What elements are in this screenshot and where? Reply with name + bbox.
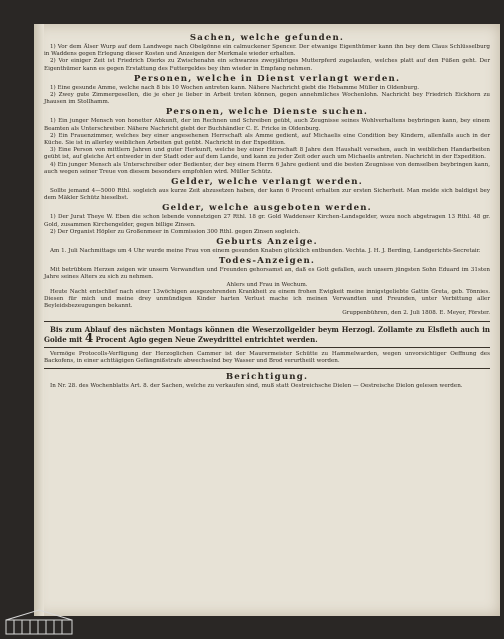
heading-births: Geburts Anzeige. [216, 237, 318, 248]
heading-persons-wanted: Personen, welche in Dienst verlangt werden. [133, 73, 401, 84]
heading-correction: Berichtigung. [225, 372, 309, 383]
deaths-item-2-signature: Gruppenbühren, den 2. Juli 1808. E. Meyer, Förster. [342, 310, 490, 317]
service-item-1: 1) Ein junger Mensch von honetter Abkunft, der im Rechnen und Schreiben geübt, auch Zeugnisse seines Wohlverhaltens beybringen kann, bey einem Beamten als Unterschreiber. Nähere Nachricht giebt der Buchhändler C. E. Fricke in Oldenburg. [44, 118, 490, 132]
heading-deaths: Todes-Anzeigen. [218, 256, 316, 267]
persons-item-2: 2) Zwey gute Zimmergesellen, die je eher je lieber in Arbeit treten können, gegen annehmliches Wochenlohn. Nachricht bey Friedrich Eickhorn zu Jhausen im Stollhamm. [44, 92, 490, 106]
found-item-1: 1) Vor dem Älser Wurp auf dem Landwege nach Obelgönne ein calmuckener Spencer. Der etwanige Eigenthümer kann ihn bey dem Claus Schlüsselburg in Waddens gegen Erlegung dieser Kosten und Anzeigen der Merkmale wieder erhalten. [44, 44, 490, 58]
correction-item-1: In Nr. 28. des Wochenblatts Art. 8. der Sachen, welche zu verkaufen sind, muß statt Oestreichsche Dielen — Oestreische Dielon gelesen werden. [50, 383, 463, 390]
persons-item-1: 1) Eine gesunde Amme, welche nach 8 bis 10 Wochen antreten kann. Nähere Nachricht giebt die Hebamme Müller in Oldenburg. [50, 84, 419, 91]
money-offered-item-2: 2) Der Organist Höpler zu Großenmeer in Commission 300 Rthl. gegen Zinsen sogleich. [50, 228, 301, 235]
divider-rule [44, 347, 490, 348]
heading-found: Sachen, welche gefunden. [189, 33, 345, 43]
notice-weserzoll-part-b: Procent Agio gegen Neue Zweydrittel entrichtet werden. [95, 334, 318, 344]
money-wanted-item-1: Sollte jemand 4—5000 Rthl. sogleich aus kurze Zeit abzusetzen haben, der kann 6 Procent erhalten zur ersten Sicherheit. Man melde sich baldigst bey dem Mäkler Schütz hieselbst. [44, 188, 490, 202]
money-offered-item-1: 1) Der Jurat Theye W. Eben die schon lebende vonnetzigen 27 Rthl. 18 gr. Gold Waddenser Kirchen-Landsgelder, wozu noch abgetragen 13 Rthl. 48 gr. Gold, zusammen Kirchengelder, gegen billige Zinsen. [44, 214, 490, 228]
births-item-1: Am 1. Juli Nachmittags um 4 Uhr wurde meine Frau von einem gesunden Knaben glücklich entbunden. Vechta. J. H. J. Berding, Landgerichts-Secretair. [50, 248, 481, 255]
heading-money-offered: Gelder, welche ausgeboten werden. [162, 203, 372, 214]
deaths-item-1: Mit betrübtem Herzen zeigen wir unsern Verwandten und Freunden gehorsamst an, daß es Gott gefallen, auch unsern jüngsten Sohn Eduard im 31sten Jahre seines Alters zu sich zu nehmen. [44, 267, 490, 281]
service-item-2: 2) Ein Frauenzimmer, welches bey einer angesehenen Herrschaft als Amme gedient, auf Michaelis eine Condition bey Kindern, allenfalls auch in der Küche. Sie ist in allerley weiblichen Arbeiten gut geübt. Nachricht in der Expedition. [44, 132, 490, 147]
found-item-2: 2) Vor einiger Zeit ist Friedrich Dierks zu Zwischenahn ein schwarzes zweyjähriges Mutterpferd zugelaufen, welches platt auf den Füßen geht. Der Eigenthümer kann es gegen Erstattung des Futtergeldes bey ihm wieder in Empfang nehmen. [44, 58, 490, 72]
notice-punishment: Vermöge Protocolls-Verfügung der Herzoglichen Cammer ist der Maurermeister Schütte zu Hammelwarden, wegen unvorsichtiger Oeffnung des Backofens, in einer achttägigen Gefängnißstrafe abwechselnd bey Wasser und Brod verurtheilt worden. [44, 350, 490, 364]
deaths-item-2: Heute Nacht entschlief nach einer 13wöchigen ausgezehrenden Krankheit zu einem frohen Ewigkeit meine innigstgeliebte Gattin Greta, geb. Tönnies. Diesen für mich und meine drey unmündigen Kinder harten Verlust mache ich meinen Verwandten und Freunden, unter Verbittung aller Beyleidsbezeugungen bekannt. [44, 288, 490, 310]
divider-rule [44, 368, 490, 369]
page-content [44, 32, 490, 592]
page-gutter [34, 24, 44, 616]
library-building-logo [4, 608, 74, 636]
service-item-4: 4) Ein junger Mensch als Unterschreiber oder Bedienter, der bey einem Herrn 6 Jahre gedient und die besten Zeugnisse von demselben beybringen kann, auch wegen seiner Treue von diesem besonders empfohlen wird. Müller Schütz. [44, 161, 490, 175]
notice-weserzoll-number: 4 [84, 330, 94, 345]
bottom-dark-strip [0, 616, 504, 639]
deaths-item-1-signature: Ahlers und Frau in Wechum. [226, 281, 308, 288]
heading-money-wanted: Gelder, welche verlangt werden. [171, 177, 363, 188]
notice-weserzoll [44, 325, 490, 344]
notice-weserzoll-part-a: Bis zum Ablauf des nächsten Montags können die Weserzollgelder beym Herzogl. Zollamte zu Elsfleth auch in Golde mit [44, 324, 490, 344]
heading-service-sought: Personen, welche Dienste suchen. [165, 107, 369, 118]
service-item-3: 3) Eine Person von mittlern Jahren und guter Herkunft, welche bey einer Herrschaft 8 Jahre den Haushalt versehen, auch in weiblichen Handarbeiten geübt ist, auf gleiche Art entweder in der Stadt oder auf dem Lande, und kann zu jeder Zeit oder auch um Michaelis antreten. Nachricht in der Expedition. [44, 147, 490, 161]
divider-rule [44, 321, 490, 322]
